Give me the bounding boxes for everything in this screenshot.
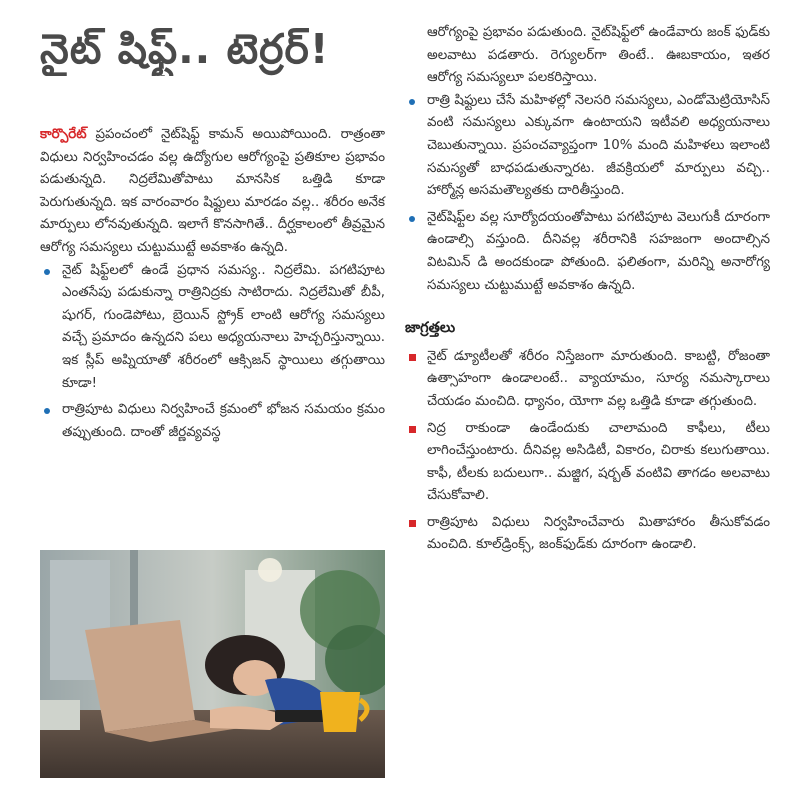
precaution-text: రాత్రిపూట విధులు నిర్వహించేవారు మితాహారం తీసుకోవడం మంచిది. కూల్‌డ్రింక్స్, జంక్‌ఫుడ్‌కు దూరంగా ఉండాలి. — [427, 514, 770, 553]
precaution-text: నైట్ డ్యూటీలతో శరీరం నిస్తేజంగా మారుతుంది. కాబట్టి, రోజంతా ఉత్సాహంగా ఉండాలంటే.. వ్యాయామం, సూర్య నమస్కారాలు చేయడం మంచిది. ధ్యానం, యోగా వల్ల ఒత్తిడి కూడా తగ్గుతుంది. — [427, 348, 770, 409]
right-column — [405, 22, 770, 561]
right-bullet-item — [405, 207, 770, 297]
left-bullet-item — [40, 399, 385, 444]
bullet-dot-icon — [44, 408, 50, 414]
tired-woman-at-laptop-image — [40, 550, 385, 778]
bullet-square-icon — [409, 426, 416, 433]
headline: నైట్ షిఫ్ట్.. టెర్రర్! — [40, 25, 330, 73]
left-bullet-text: నైట్ షిఫ్ట్‌లలో ఉండే ప్రధాన సమస్య.. నిద్రలేమి. పగటిపూట ఎంతసేపు పడుకున్నా రాత్రినిద్రకు సాటిరాదు. నిద్రలేమితో బీపీ, షుగర్, గుండెపోటు, బ్రెయిన్ స్ట్రోక్ లాంటి ఆరోగ్య సమస్యలు వచ్చే ప్రమాదం ఉన్నదని పలు అధ్యయనాలు హెచ్చరిస్తున్నాయి. ఇక స్లీప్ అప్నియాతో శరీరంలో ఆక్సిజన్ స్థాయిలు తగ్గుతాయి కూడా! — [62, 262, 385, 391]
bullet-dot-icon — [44, 269, 50, 275]
precaution-item — [405, 512, 770, 557]
left-bullet-item — [40, 260, 385, 396]
precautions-heading: జాగ్రత్తలు — [405, 320, 456, 337]
precaution-item — [405, 346, 770, 414]
precaution-text: నిద్ర రాకుండా ఉండేందుకు చాలామంది కాఫీలు, టీలు లాగించేస్తుంటారు. దీనివల్ల అసిడిటీ, వికారం, చిరాకు కలుగుతాయి. కాఫీ, టీలకు బదులుగా.. మజ్జిగ, షర్బత్ వంటివి తాగడం అలవాటు చేసుకోవాలి. — [427, 420, 770, 504]
article-photo — [40, 550, 385, 778]
bullet-square-icon — [409, 354, 416, 361]
intro-paragraph — [40, 124, 385, 260]
left-bullet-text: రాత్రిపూట విధులు నిర్వహించే క్రమంలో భోజన సమయం క్రమం తప్పుతుంది. దాంతో జీర్ణవ్యవస్థ — [62, 402, 385, 440]
intro-text: ప్రపంచంలో నైట్‌షిఫ్ట్ కామన్ అయిపోయింది. రాత్రంతా విధులు నిర్వహించడం వల్ల ఉద్యోగుల ఆరోగ్యంపై ప్రతికూల ప్రభావం పడుతున్నది. నిద్రలేమితోపాటు మానసిక ఒత్తిడి కూడా పెరుగుతున్నది. ఇక వారంవారం షిఫ్టులు మారడం వల్ల.. శరీరం అనేక మార్పులు లోనవుతున్నది. ఇలాగే కొనసాగితే.. దీర్ఘకాలంలో తీవ్రమైన ఆరోగ్య సమస్యలు చుట్టుముట్టే అవకాశం ఉన్నది. — [40, 127, 385, 255]
left-column — [40, 124, 385, 448]
right-bullet-text: రాత్రి షిఫ్టులు చేసే మహిళల్లో నెలసరి సమస్యలు, ఎండోమెట్రియోసిస్ వంటి సమస్యలు ఎక్కువగా ఉంటాయని ఇటీవలి అధ్యయనాలు చెబుతున్నాయి. ప్రపంచవ్యాప్తంగా 10% మంది మహిళలు ఇలాంటి సమస్యతో బాధపడుతున్నారట. జీవక్రియలో మార్పులు వచ్చి.. హార్మోన్ల అసమతౌల్యతకు దారితీస్తుంది. — [427, 92, 770, 199]
right-bullet-item — [405, 90, 770, 203]
bullet-square-icon — [409, 520, 416, 527]
precaution-item — [405, 418, 770, 508]
bullet-dot-icon — [409, 99, 415, 105]
continuation-paragraph: ఆరోగ్యంపై ప్రభావం పడుతుంది. నైట్‌షిఫ్ట్‌లో ఉండేవారు జంక్ ఫుడ్‌కు అలవాటు పడతారు. రెగ్యులర్‌గా తింటే.. ఊబకాయం, ఇతర ఆరోగ్య సమస్యలూ పలకరిస్తాయి. — [427, 25, 770, 86]
intro-lead-word: కార్పొరేట్ — [40, 127, 87, 142]
bullet-dot-icon — [409, 216, 415, 222]
right-bullet-text: నైట్‌షిఫ్ట్‌ల వల్ల సూర్యోదయంతోపాటు పగటిపూట వెలుగుకీ దూరంగా ఉండాల్సి వస్తుంది. దీనివల్ల శరీరానికి సహజంగా అందాల్సిన విటమిన్ డి అందకుండా పోతుంది. ఫలితంగా, మరిన్ని అనారోగ్య సమస్యలు చుట్టుముట్టే అవకాశం ఉన్నది. — [427, 209, 770, 293]
